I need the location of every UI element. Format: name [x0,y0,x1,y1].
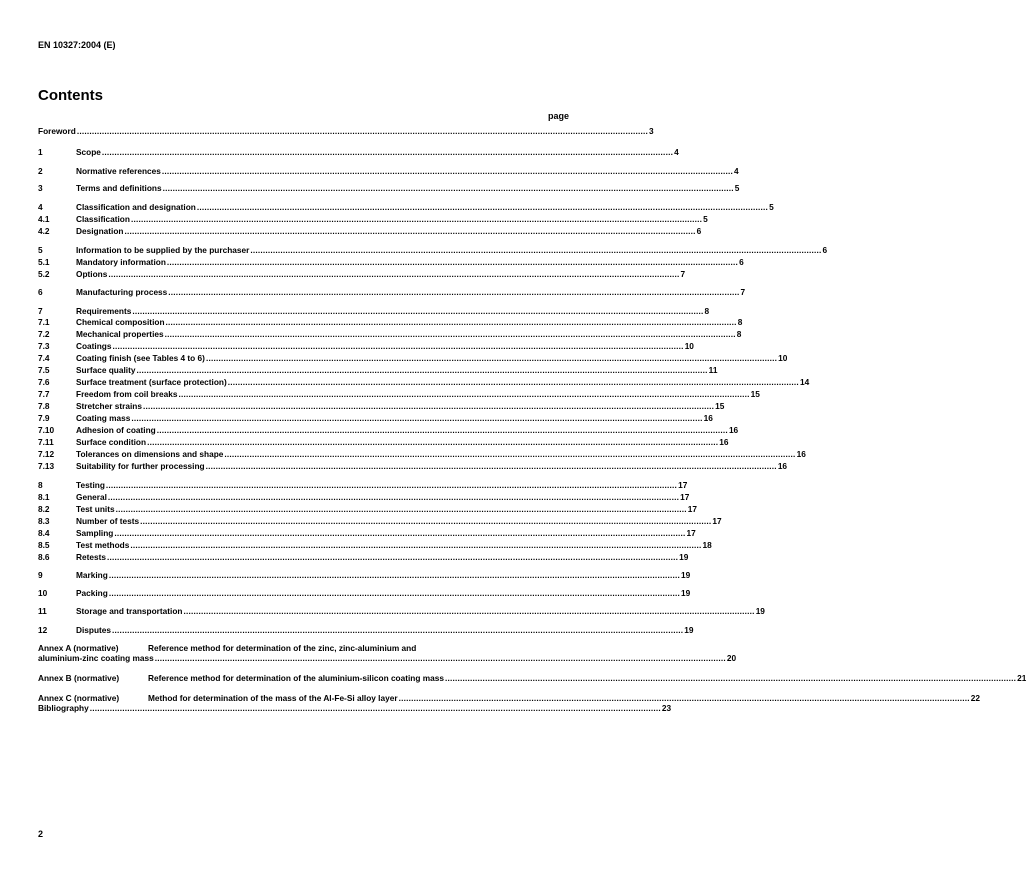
toc-entry-number: 7 [38,306,43,316]
dot-leader [206,353,777,363]
toc-entry[interactable] [38,341,694,351]
toc-entry-number: 7.1 [38,317,50,327]
toc-entry-number: 7.12 [38,449,55,459]
toc-entry-title: Information to be supplied by the purchaser [76,245,250,255]
toc-entry-number: 7.13 [38,461,55,471]
toc-entry[interactable] [38,504,697,514]
toc-entry-page: 16 [728,425,739,435]
toc-entry-number: 7.2 [38,329,50,339]
dot-leader [162,166,733,176]
toc-entry-number: 12 [38,625,48,635]
toc-entry-number: 1 [38,147,43,157]
dot-leader [113,341,684,351]
dot-leader [197,202,768,212]
dot-leader [90,703,661,713]
annex-label: Annex B (normative) [38,673,120,683]
toc-entry-page: 15 [715,401,725,411]
dot-leader [166,317,737,327]
toc-entry-title: Packing [76,588,108,598]
toc-entry-title: Classification and designation [76,202,196,212]
toc-entry-page: 8 [704,306,710,316]
dot-leader [168,287,739,297]
toc-entry-page: 19 [684,625,694,635]
dot-leader [108,492,679,502]
toc-entry-page: 5 [703,214,708,224]
toc-entry[interactable] [38,202,774,212]
toc-entry[interactable] [38,588,691,598]
annex-label: Annex A (normative) [38,643,119,653]
toc-entry-number: 7.10 [38,425,55,435]
toc-entry[interactable] [38,269,686,279]
toc-entry-page: 8 [737,317,743,327]
toc-entry-number: 7.3 [38,341,50,351]
toc-entry-page: 17 [687,504,697,514]
annex-page: 22 [970,693,980,703]
toc-entry-page: 16 [719,437,729,447]
dot-leader [132,306,703,316]
dot-leader [130,540,701,550]
toc-entry-page: 6 [696,226,702,236]
toc-entry-title: Classification [76,214,130,224]
dot-leader [109,588,680,598]
toc-entry-number: 8.6 [38,552,50,562]
toc-entry-title: Options [76,269,108,279]
toc-entry-title: Test methods [76,540,130,550]
toc-entry[interactable] [38,625,694,635]
toc-entry-title: Mandatory information [76,257,166,267]
toc-entry-title: Chemical composition [76,317,165,327]
dot-leader [165,329,736,339]
toc-entry[interactable] [38,353,788,363]
toc-entry-title: Marking [76,570,108,580]
annex-title: Method for determination of the mass of the Al-Fe-Si alloy layer [148,693,398,703]
toc-entry-number: 8 [38,480,43,490]
toc-entry-page: 19 [681,588,691,598]
toc-entry-page: 23 [661,703,672,713]
toc-entry-title: Requirements [76,306,132,316]
toc-entry[interactable] [38,365,718,375]
toc-entry-number: 10 [38,588,48,598]
toc-entry-title: Test units [76,504,115,514]
toc-entry-title: Normative references [76,166,161,176]
toc-entry-title: Storage and transportation [76,606,183,616]
toc-entry-number: 2 [38,166,43,176]
toc-entry-title: Adhesion of coating [76,425,156,435]
toc-entry-number: 5.1 [38,257,50,267]
toc-entry-page: 7 [680,269,686,279]
dot-leader [178,389,749,399]
toc-entry-page: 15 [750,389,760,399]
dot-leader [445,673,1016,683]
toc-entry-page: 6 [739,257,744,267]
toc-entry-page: 6 [822,245,828,255]
dot-leader [399,693,970,703]
toc-entry-title: Foreword [38,126,76,136]
toc-entry[interactable] [38,287,746,297]
toc-entry[interactable] [38,425,739,435]
toc-entry-number: 7.5 [38,365,50,375]
toc-entry-title: Designation [76,226,124,236]
dot-leader [147,437,718,447]
toc-entry[interactable] [38,461,788,471]
toc-entry-title: Sampling [76,528,114,538]
toc-entry-title: aluminium-zinc coating mass [38,653,154,663]
toc-entry-page: 5 [769,202,774,212]
dot-leader [157,425,728,435]
toc-entry-number: 7.7 [38,389,50,399]
toc-entry-number: 7.4 [38,353,50,363]
toc-entry-number: 9 [38,570,43,580]
dot-leader [224,449,795,459]
page-column-label: page [547,111,569,121]
dot-leader [136,365,707,375]
page-number: 2 [38,829,44,839]
toc-entry-page: 19 [681,570,691,580]
toc-entry[interactable] [38,377,810,387]
toc-entry[interactable] [38,516,722,526]
annex-entry[interactable] [38,693,980,703]
toc-entry[interactable] [38,183,740,193]
toc-entry-page: 18 [702,540,712,550]
dot-leader [206,461,777,471]
toc-entry-number: 6 [38,287,43,297]
annex-entry-heading[interactable] [38,643,416,653]
toc-entry-number: 7.9 [38,413,50,423]
toc-entry-page: 8 [736,329,742,339]
toc-entry-page: 10 [778,353,788,363]
dot-leader [131,214,702,224]
dot-leader [102,147,673,157]
toc-entry-title: Suitability for further processing [76,461,205,471]
dot-leader [124,226,695,236]
toc-entry-number: 7.6 [38,377,50,387]
dot-leader [155,653,726,663]
toc-entry-title: Coating finish (see Tables 4 to 6) [76,353,205,363]
annex-label: Annex C (normative) [38,693,120,703]
dot-leader [167,257,738,267]
toc-entry-number: 8.1 [38,492,50,502]
toc-entry[interactable] [38,257,744,267]
dot-leader [140,516,711,526]
toc-entry-page: 7 [740,287,746,297]
toc-entry-title: Coating mass [76,413,131,423]
toc-entry-page: 5 [734,183,740,193]
toc-entry[interactable] [38,552,689,562]
toc-entry-title: Retests [76,552,106,562]
toc-entry-page: 17 [686,528,696,538]
dot-leader [116,504,687,514]
toc-entry[interactable] [38,413,713,423]
toc-entry-number: 11 [38,606,47,616]
toc-entry-number: 5 [38,245,43,255]
toc-entry-title: Coatings [76,341,112,351]
toc-entry[interactable] [38,147,679,157]
toc-entry-title: Tolerances on dimensions and shape [76,449,224,459]
toc-entry-number: 4 [38,202,43,212]
toc-entry[interactable] [38,126,654,136]
toc-entry-title: Stretcher strains [76,401,142,411]
toc-entry[interactable] [38,492,690,502]
toc-entry-page: 11 [708,365,718,375]
toc-entry-title: Number of tests [76,516,140,526]
toc-entry-number: 4.2 [38,226,50,236]
toc-entry-title: Terms and definitions [76,183,162,193]
toc-entry-page: 4 [734,166,739,176]
toc-entry-title: Freedom from coil breaks [76,389,178,399]
toc-entry-title: Manufacturing process [76,287,168,297]
dot-leader [250,245,821,255]
toc-entry-page: 14 [799,377,810,387]
dot-leader [106,480,677,490]
dot-leader [108,269,679,279]
toc-entry-page: 17 [678,480,688,490]
toc-entry-number: 8.3 [38,516,50,526]
toc-entry-number: 7.8 [38,401,50,411]
toc-entry-page: 17 [680,492,690,502]
toc-entry-page: 16 [796,449,806,459]
annex-title: Reference method for determination of the zinc, zinc-aluminium and [148,643,417,653]
toc-entry[interactable] [38,449,806,459]
toc-entry[interactable] [38,528,696,538]
toc-entry[interactable] [38,306,710,316]
dot-leader [131,413,702,423]
annex-title: Reference method for determination of the aluminium-silicon coating mass [148,673,444,683]
toc-entry-title: General [76,492,107,502]
toc-entry[interactable] [38,480,688,490]
toc-entry-title: Testing [76,480,105,490]
dot-leader [143,401,714,411]
toc-entry[interactable] [38,166,739,176]
toc-entry[interactable] [38,540,712,550]
toc-entry-number: 4.1 [38,214,50,224]
toc-entry[interactable] [38,226,702,236]
toc-entry[interactable] [38,570,691,580]
toc-entry[interactable] [38,389,760,399]
page-title: Contents [38,87,103,104]
dot-leader [228,377,799,387]
dot-leader [107,552,678,562]
toc-entry-page: 19 [755,606,765,616]
toc-entry-title: Disputes [76,625,112,635]
toc-entry-page: 17 [712,516,722,526]
toc-entry-title: Surface quality [76,365,136,375]
toc-entry[interactable] [38,329,742,339]
document-header: EN 10327:2004 (E) [38,40,116,50]
annex-page: 21 [1017,673,1026,683]
toc-entry[interactable] [38,437,729,447]
toc-entry-page: 4 [674,147,679,157]
toc-entry-page: 10 [684,341,694,351]
dot-leader [77,126,648,136]
toc-entry-number: 8.5 [38,540,50,550]
toc-entry-title: Surface treatment (surface protection) [76,377,227,387]
toc-entry[interactable] [38,653,737,663]
toc-entry-number: 5.2 [38,269,50,279]
toc-entry-number: 3 [38,183,43,193]
toc-entry[interactable] [38,703,672,713]
dot-leader [114,528,685,538]
toc-entry[interactable] [38,317,743,327]
toc-entry[interactable] [38,401,725,411]
toc-entry-number: 7.11 [38,437,54,447]
toc-entry-page: 20 [726,653,737,663]
toc-entry-page: 16 [777,461,788,471]
toc-entry-page: 19 [679,552,689,562]
dot-leader [112,625,683,635]
toc-entry-number: 8.4 [38,528,50,538]
toc-entry[interactable] [38,214,708,224]
annex-entry[interactable] [38,673,1026,683]
dot-leader [163,183,734,193]
toc-entry[interactable] [38,245,828,255]
dot-leader [184,606,755,616]
toc-entry-title: Scope [76,147,101,157]
toc-entry-page: 3 [649,126,654,136]
toc-entry-page: 16 [703,413,713,423]
toc-entry-title: Surface condition [76,437,147,447]
toc-entry-title: Bibliography [38,703,89,713]
toc-entry-title: Mechanical properties [76,329,164,339]
dot-leader [109,570,680,580]
toc-entry[interactable] [38,606,765,616]
toc-entry-number: 8.2 [38,504,50,514]
